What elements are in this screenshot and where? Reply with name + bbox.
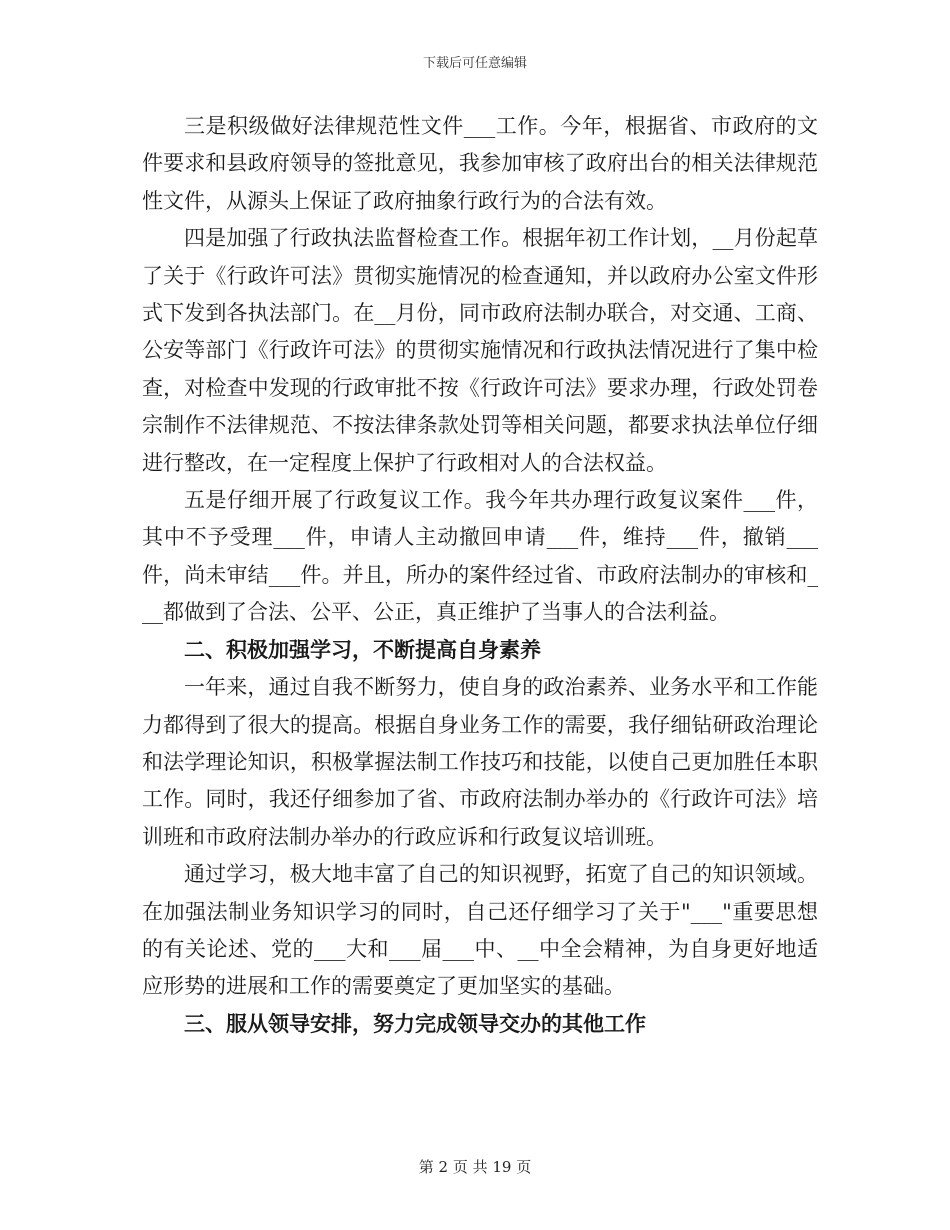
paragraph-administrative-review: 五是仔细开展了行政复议工作。我今年共办理行政复议案件___件，其中不予受理___件，申请人主动撤回申请___件，维持___件，撤销___件，尚未审结___件。并且，所办的案件经过省、市政府法制办的审核和___都做到了合法、公平、公正，真正维护了当事人的合法利益。 bbox=[142, 488, 818, 625]
page-number-footer: 第 2 页 共 19 页 bbox=[418, 1158, 532, 1176]
paragraph-enforcement-inspection: 四是加强了行政执法监督检查工作。根据年初工作计划，__月份起草了关于《行政许可法》贯彻实施情况的检查通知，并以政府办公室文件形式下发到各执法部门。在__月份，同市政府法制办联合，对交通、工商、公安等部门《行政许可法》的贯彻实施情况和行政执法情况进行了集中检查，对检查中发现的行政审批不按《行政许可法》要求办理，行政处罚卷宗制作不法律规范、不按法律条款处罚等相关问题，都要求执法单位仔细进行整改，在一定程度上保护了行政相对人的合法权益。 bbox=[142, 226, 818, 475]
document-body bbox=[142, 108, 818, 1043]
page-header: 下载后可任意编辑 bbox=[422, 56, 527, 71]
paragraph-knowledge-expansion: 通过学习，极大地丰富了自己的知识视野，拓宽了自己的知识领域。在加强法制业务知识学习的同时，自己还仔细学习了关于"___"重要思想的有关论述、党的___大和___届___中、__中全会精神，为自身更好地适应形势的进展和工作的需要奠定了更加坚实的基础。 bbox=[142, 862, 818, 999]
paragraph-self-improvement: 一年来，通过自我不断努力，使自身的政治素养、业务水平和工作能力都得到了很大的提高。根据自身业务工作的需要，我仔细钻研政治理论和法学理论知识，积极掌握法制工作技巧和技能，以使自己更加胜任本职工作。同时，我还仔细参加了省、市政府法制办举办的《行政许可法》培训班和市政府法制办举办的行政应诉和行政复议培训班。 bbox=[142, 675, 818, 849]
section-heading-other-work: 三、服从领导安排，努力完成领导交办的其他工作 bbox=[184, 1011, 646, 1036]
paragraph-regulatory-documents: 三是积级做好法律规范性文件___工作。今年，根据省、市政府的文件要求和县政府领导的签批意见，我参加审核了政府出台的相关法律规范性文件，从源头上保证了政府抽象行政行为的合法有效。 bbox=[142, 114, 818, 213]
section-heading-study: 二、积极加强学习，不断提高自身素养 bbox=[184, 637, 541, 662]
